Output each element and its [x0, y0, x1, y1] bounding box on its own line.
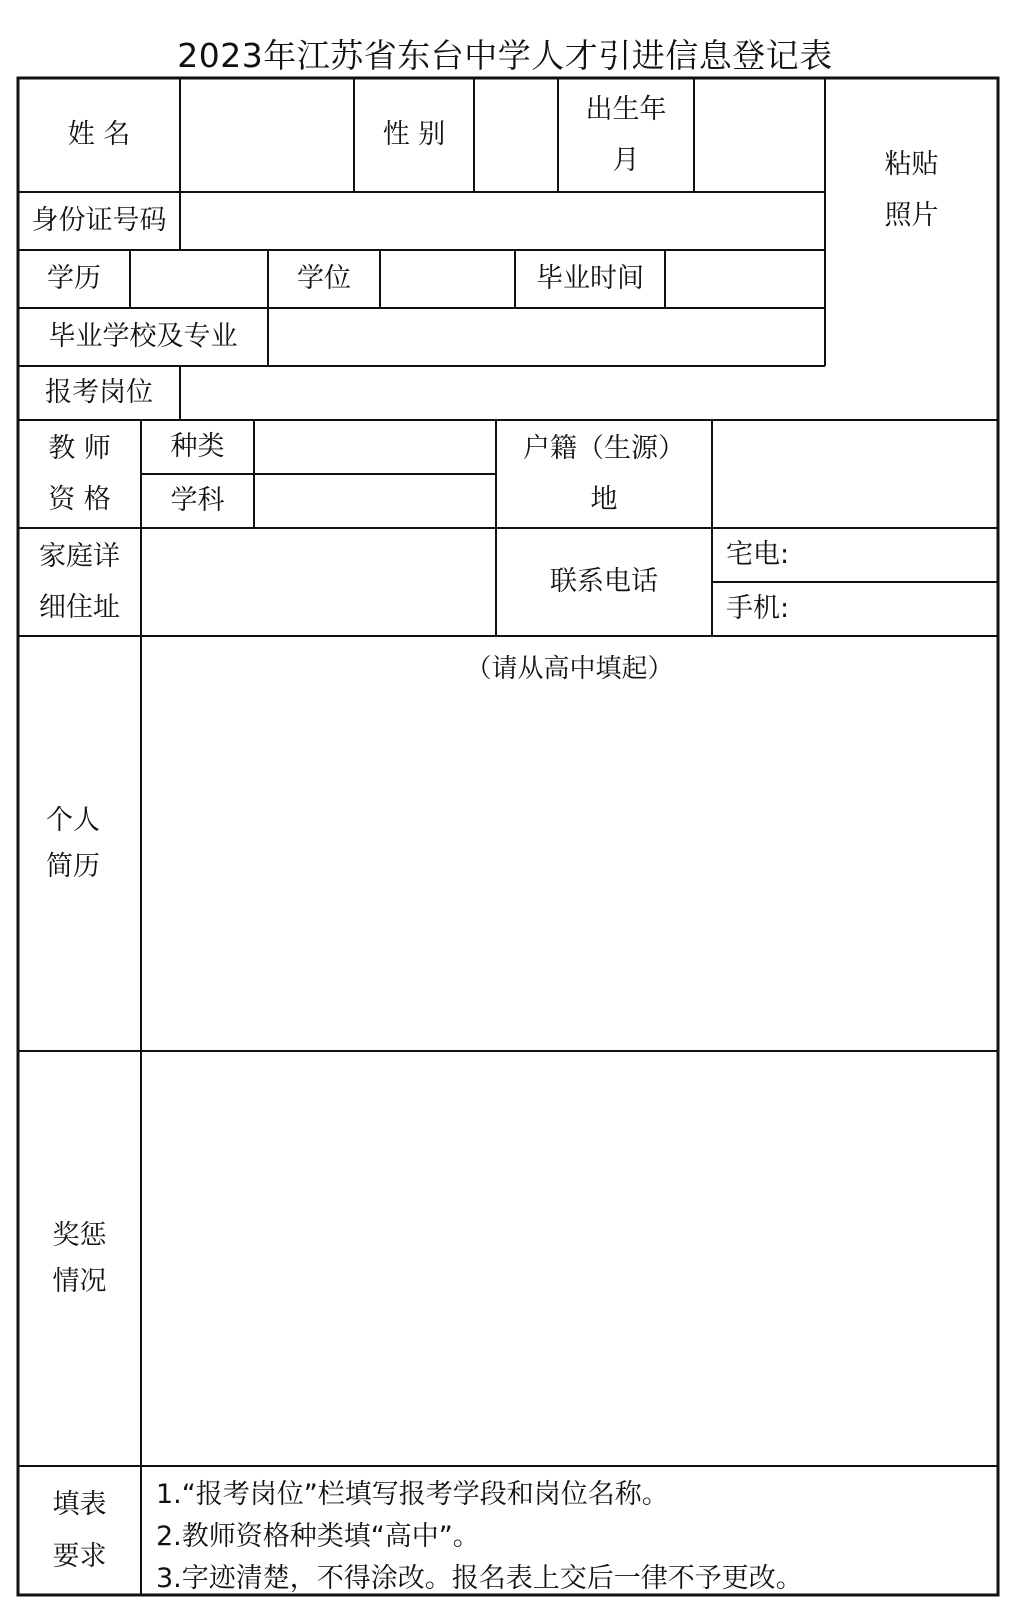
awards-label: 奖惩 情况: [52, 1219, 107, 1297]
instruction-item: 2.教师资格种类填“高中”。: [156, 1521, 480, 1552]
hukou-label: 户籍（生源） 地: [523, 432, 685, 515]
name-label: 姓 名: [67, 119, 131, 151]
birth-label: 出生年 月: [585, 93, 667, 176]
mobile-row[interactable]: [712, 582, 998, 636]
resume-label: 个人 简历: [46, 804, 100, 882]
address-field[interactable]: [141, 528, 496, 636]
phone-label: 联系电话: [550, 566, 658, 598]
resume-field[interactable]: [141, 690, 998, 1051]
qualification-type-label: 种类: [170, 431, 225, 463]
name-field[interactable]: [180, 78, 354, 192]
graduation-time-label: 毕业时间: [536, 263, 644, 295]
qualification-subject-field[interactable]: [254, 474, 496, 528]
gender-field[interactable]: [474, 78, 558, 192]
awards-field[interactable]: [141, 1051, 998, 1466]
school-major-label: 毕业学校及专业: [48, 321, 238, 353]
degree-label: 学位: [297, 263, 351, 295]
instruction-item: 1.“报考岗位”栏填写报考学段和岗位名称。: [156, 1479, 669, 1510]
teacher-qualification-label: 教 师 资 格: [48, 432, 111, 515]
photo-area[interactable]: [825, 120, 998, 260]
degree-field[interactable]: [380, 250, 515, 308]
resume-hint: （请从高中填起）: [465, 654, 674, 684]
instructions-label: 填表 要求: [52, 1489, 107, 1572]
home-phone-row[interactable]: [712, 528, 998, 582]
education-field[interactable]: [130, 250, 268, 308]
id-number-field[interactable]: [180, 192, 825, 250]
gender-label: 性 别: [382, 119, 446, 151]
qualification-subject-label: 学科: [170, 485, 225, 517]
instruction-item: 3.字迹清楚，不得涂改。报名表上交后一律不予更改。: [156, 1563, 803, 1594]
address-label: 家庭详 细住址: [39, 540, 120, 623]
education-label: 学历: [47, 263, 101, 295]
hukou-field[interactable]: [712, 420, 998, 528]
graduation-time-field[interactable]: [665, 250, 825, 308]
id-number-label: 身份证号码: [31, 205, 167, 237]
applied-position-field[interactable]: [180, 366, 998, 420]
qualification-type-field[interactable]: [254, 420, 496, 474]
school-major-field[interactable]: [268, 308, 825, 366]
home-phone-label: 宅电:: [726, 539, 790, 571]
photo-label-1: 粘贴: [884, 148, 939, 180]
birth-field[interactable]: [694, 78, 825, 192]
form-title: 2023年江苏省东台中学人才引进信息登记表: [177, 36, 833, 75]
applied-position-label: 报考岗位: [45, 377, 153, 409]
mobile-label: 手机:: [726, 593, 790, 625]
photo-label-2: 照片: [884, 200, 939, 231]
